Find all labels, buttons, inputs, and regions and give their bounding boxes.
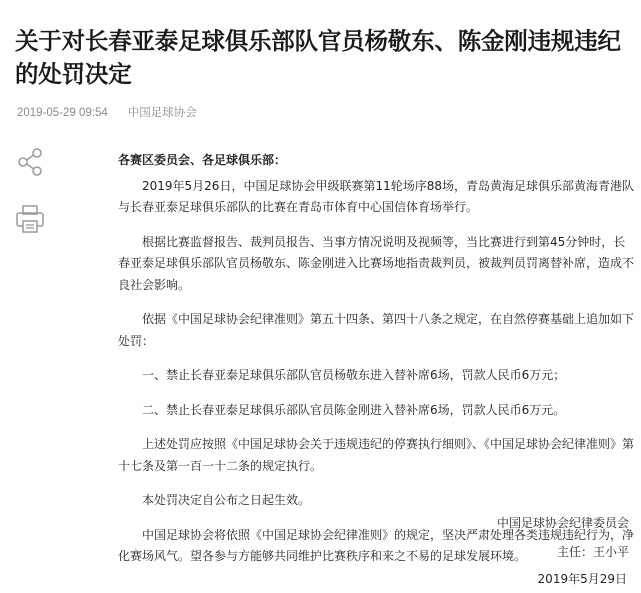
article-title: 关于对长春亚泰足球俱乐部队官员杨敬东、陈金刚违规违纪的处罚决定 [15, 26, 621, 88]
signature-date: 2019年5月29日 [537, 572, 627, 586]
salutation: 各赛区委员会、各足球俱乐部： [118, 153, 287, 167]
penalty-item: 二、禁止长春亚泰足球俱乐部队官员陈金刚进入替补席6场，罚款人民币6万元。 [142, 402, 566, 417]
share-icon[interactable] [14, 146, 46, 178]
paragraph: 2019年5月26日，中国足球协会甲级联赛第11轮场序88场，青岛黄海足球俱乐部黄海青港队与长春亚泰足球俱乐部队的比赛在青岛市体育中心国信体育场举行。 [118, 178, 634, 214]
article-source[interactable]: 中国足球协会 [127, 107, 197, 119]
paragraph: 依据《中国足球协会纪律准则》第五十四条、第四十八条之规定，在自然停赛基础上追加如下处罚： [118, 312, 635, 348]
paragraph: 中国足球协会将依照《中国足球协会纪律准则》的规定，坚决严肃处理各类违规违纪行为，净化赛场风气。望各参与方能够共同维护比赛秩序和来之不易的足球发展环境。 [118, 527, 635, 563]
paragraph: 根据比赛监督报告、裁判员报告、当事方情况说明及视频等，当比赛进行到第45分钟时，长春亚泰足球俱乐部队官员杨敬东、陈金刚进入比赛场地指责裁判员，被裁判员罚离替补席，造成不良社会影响。 [118, 234, 635, 292]
paragraph: 本处罚决定自公布之日起生效。 [142, 493, 311, 507]
paragraph: 上述处罚应按照《中国足球协会关于违规违纪的停赛执行细则》、《中国足球协会纪律准则》第十七条及第一百一十二条的规定执行。 [118, 437, 635, 473]
print-icon[interactable] [14, 203, 46, 235]
penalty-item: 一、禁止长春亚泰足球俱乐部队官员杨敬东进入替补席6场，罚款人民币6万元； [142, 368, 566, 382]
signature-org: 中国足球协会纪律委员会 [496, 516, 629, 530]
publish-date: 2019-05-29 09:54 [17, 107, 108, 119]
signature-chair: 主任：王小平 [556, 545, 629, 559]
article-meta [17, 104, 197, 120]
